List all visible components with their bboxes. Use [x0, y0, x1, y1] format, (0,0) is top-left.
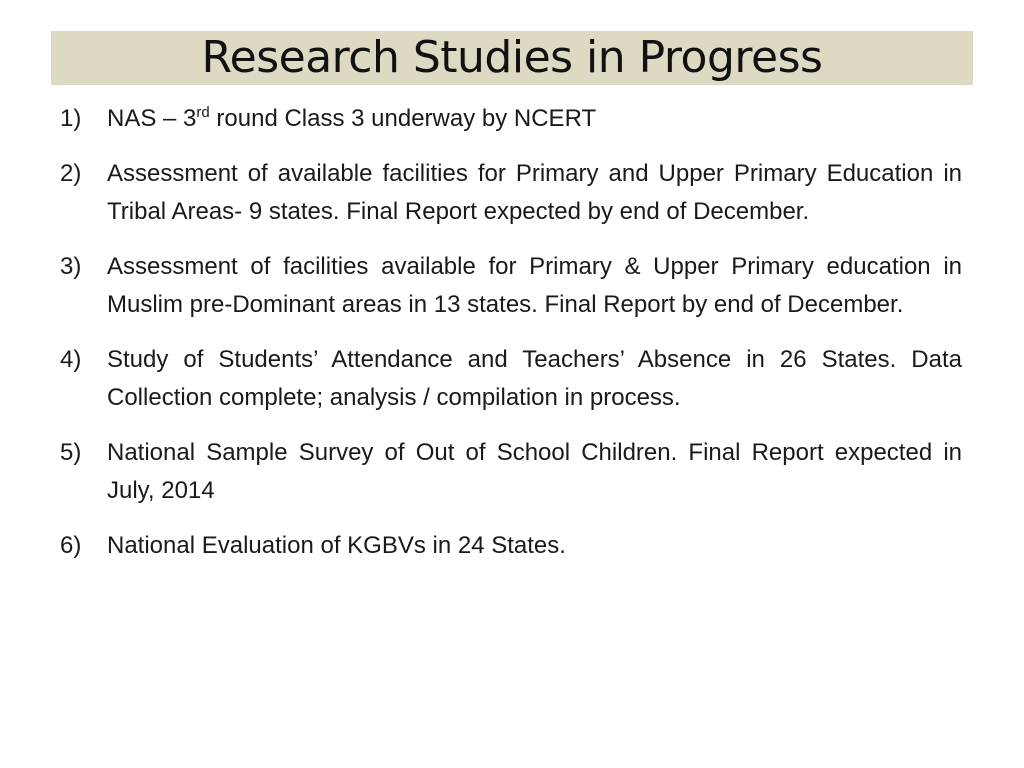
list-item-number: 2)	[60, 159, 82, 187]
list-item-text-start: NAS – 3	[107, 105, 197, 132]
list-item-number: 5)	[60, 438, 82, 466]
list-item-text-end: round Class 3 underway by NCERT	[209, 105, 597, 132]
list-item-text: Assessment of facilities available for Primary & Upper Primary education in Muslim pre-Dominant areas in 13 states. Final Report by end of December.	[107, 252, 962, 318]
list-item-text: Assessment of available facilities for Primary and Upper Primary Education in Tribal Areas- 9 states. Final Report expected by end of December.	[107, 159, 962, 225]
ordinal-superscript: rd	[196, 104, 210, 121]
list-item-text: National Sample Survey of Out of School Children. Final Report expected in July, 2014	[107, 438, 962, 504]
list-item-text	[107, 100, 962, 139]
list-item	[60, 434, 962, 511]
list-item-number: 3)	[60, 252, 82, 280]
list-item	[60, 248, 962, 325]
list-item-text: Study of Students’ Attendance and Teachers’ Absence in 26 States. Data Collection complete; analysis / compilation in process.	[107, 345, 962, 411]
list-item	[60, 100, 962, 139]
studies-list	[60, 100, 962, 581]
slide-title: Research Studies in Progress	[201, 32, 823, 83]
list-item	[60, 155, 962, 232]
title-band	[51, 31, 973, 85]
list-item	[60, 527, 962, 566]
list-item-text: National Evaluation of KGBVs in 24 States.	[107, 531, 566, 559]
list-item-number: 1)	[60, 105, 82, 132]
list-item-number: 4)	[60, 345, 82, 373]
list-item	[60, 341, 962, 418]
list-item-number: 6)	[60, 531, 82, 559]
